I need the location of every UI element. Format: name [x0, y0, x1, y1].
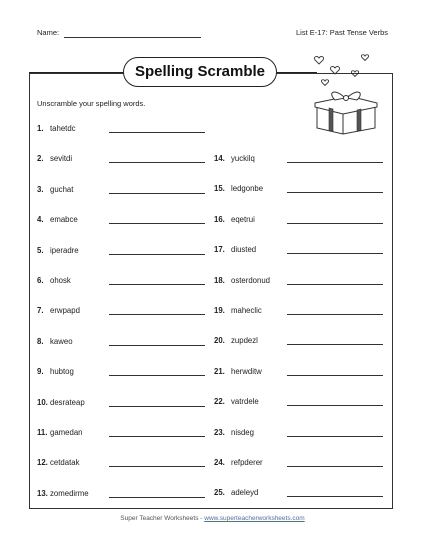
word-number: 2.: [37, 154, 44, 164]
answer-line[interactable]: [287, 314, 383, 315]
word-number: 8.: [37, 336, 44, 346]
answer-line[interactable]: [109, 406, 205, 407]
footer-link[interactable]: www.superteacherworksheets.com: [204, 515, 305, 522]
answer-line[interactable]: [109, 375, 205, 376]
scrambled-word: nisdeg: [231, 427, 254, 437]
scrambled-word: refpderer: [231, 458, 263, 467]
answer-line[interactable]: [109, 254, 205, 255]
answer-line[interactable]: [287, 284, 383, 285]
word-number: 14.: [214, 154, 225, 163]
answer-line[interactable]: [287, 496, 383, 497]
word-number: 3.: [37, 184, 44, 194]
scrambled-word: cetdatak: [50, 458, 80, 468]
word-number: 16.: [214, 214, 225, 224]
answer-line[interactable]: [109, 193, 205, 194]
scrambled-word: iperadre: [50, 245, 79, 255]
word-number: 5.: [37, 245, 44, 255]
answer-line[interactable]: [287, 344, 383, 345]
scrambled-word: zupdezl: [231, 336, 258, 346]
scrambled-word: tahetdc: [50, 124, 76, 133]
answer-line[interactable]: [287, 253, 383, 254]
word-number: 19.: [214, 306, 225, 315]
word-number: 15.: [214, 184, 225, 194]
scrambled-word: maheclic: [231, 306, 262, 315]
page-title: Spelling Scramble: [123, 57, 277, 87]
answer-line[interactable]: [287, 466, 383, 467]
word-number: 24.: [214, 458, 225, 467]
name-label: Name:: [37, 28, 60, 37]
scrambled-word: emabce: [50, 215, 78, 225]
word-number: 11.: [37, 428, 48, 437]
answer-line[interactable]: [287, 436, 383, 437]
scrambled-word: zomedirme: [50, 488, 89, 498]
list-label: List E-17: Past Tense Verbs: [296, 28, 388, 37]
gift-box-icon: [305, 48, 385, 138]
footer-brand: Super Teacher Worksheets: [120, 515, 199, 522]
word-number: 7.: [37, 306, 44, 316]
word-number: 20.: [214, 336, 225, 346]
scrambled-word: osterdonud: [231, 275, 271, 285]
answer-line[interactable]: [287, 405, 383, 406]
word-number: 13.: [37, 488, 48, 498]
word-number: 12.: [37, 458, 48, 468]
scrambled-word: ledgonbe: [231, 184, 264, 194]
word-number: 18.: [214, 275, 225, 285]
answer-line[interactable]: [109, 436, 205, 437]
word-number: 17.: [214, 245, 225, 255]
page-footer: [0, 515, 425, 522]
scrambled-word: sevitdi: [50, 154, 73, 164]
word-number: 25.: [214, 488, 225, 498]
footer-separator: -: [198, 515, 205, 522]
scrambled-word: ohosk: [50, 276, 71, 285]
answer-line[interactable]: [109, 284, 205, 285]
scrambled-word: desrateap: [50, 397, 85, 407]
answer-line[interactable]: [109, 345, 205, 346]
answer-line[interactable]: [109, 314, 205, 315]
answer-line[interactable]: [287, 223, 383, 224]
word-number: 10.: [37, 397, 48, 407]
answer-line[interactable]: [287, 192, 383, 193]
word-number: 22.: [214, 397, 225, 407]
answer-line[interactable]: [109, 132, 205, 133]
scrambled-word: yuckilq: [231, 154, 255, 163]
scrambled-word: hubtog: [50, 367, 74, 377]
scrambled-word: kaweo: [50, 336, 73, 346]
name-input-line[interactable]: [64, 37, 201, 38]
page-header: [37, 28, 388, 42]
scrambled-word: eqetrui: [231, 214, 255, 224]
word-number: 21.: [214, 366, 225, 376]
instructions-text: Unscramble your spelling words.: [37, 99, 146, 108]
answer-line[interactable]: [109, 162, 205, 163]
answer-line[interactable]: [287, 375, 383, 376]
answer-line[interactable]: [109, 497, 205, 498]
scrambled-word: diusted: [231, 245, 257, 255]
word-number: 9.: [37, 367, 44, 377]
scrambled-word: herwditw: [231, 366, 262, 376]
worksheet-frame: [29, 73, 393, 509]
scrambled-word: gamedan: [50, 428, 83, 437]
title-line-left: [29, 72, 123, 73]
scrambled-word: vatrdele: [231, 397, 259, 407]
word-number: 4.: [37, 215, 44, 225]
scrambled-word: guchat: [50, 184, 74, 194]
scrambled-word: erwpapd: [50, 306, 80, 316]
word-number: 6.: [37, 276, 44, 285]
answer-line[interactable]: [287, 162, 383, 163]
word-number: 23.: [214, 427, 225, 437]
answer-line[interactable]: [109, 223, 205, 224]
scrambled-word: adeleyd: [231, 488, 259, 498]
answer-line[interactable]: [109, 466, 205, 467]
word-number: 1.: [37, 124, 44, 133]
